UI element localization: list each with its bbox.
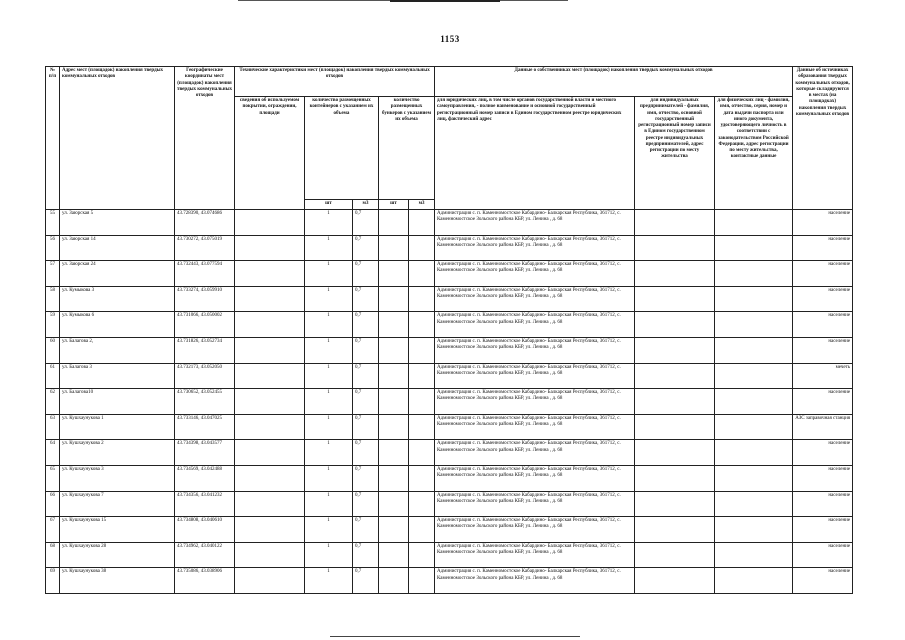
header-row-1: [46, 67, 853, 97]
row-waste-source: население: [793, 568, 853, 594]
row-bunker-volume: [409, 465, 435, 491]
row-entrepreneur: [635, 517, 715, 543]
header-tech: Технические характеристики мест (площадок) накопления твердых коммунальных отходов: [235, 67, 435, 97]
row-address: ул. Балагова 3: [60, 363, 175, 389]
row-coverage: [235, 363, 305, 389]
header-individuals: для физических лиц - фамилия, имя, отчество, серия, номер и дата выдачи паспорта или иного документа, удостоверяющего личность в соответствии с законодательством Российской Федерации, адрес регистрации по месту жительства, контактные данные: [715, 97, 793, 210]
row-entrepreneur: [635, 210, 715, 236]
row-bunker-count: [379, 261, 409, 287]
header-address: Адрес мест (площадок) накопления твердых коммунальных отходов: [60, 67, 175, 210]
row-coordinates: 43.734398, 43.043577: [175, 440, 235, 466]
page-number: 1153: [440, 34, 460, 44]
row-container-count: 1: [305, 363, 353, 389]
row-coverage: [235, 389, 305, 415]
row-coordinates: 43.730652, 43.052455: [175, 389, 235, 415]
row-legal-owner: Администрация с. п. Каменномостское Кабардино- Балкарская Республика, 361712, с. Каменномостское Зольского района КБР, ул. Ленина , д. 68: [435, 261, 635, 287]
row-bunker-volume: [409, 440, 435, 466]
row-waste-source: население: [793, 210, 853, 236]
header-bunkers: количество размещенных бункеров с указанием их объема: [379, 97, 435, 200]
table-row: [46, 235, 853, 261]
row-coordinates: 43.731826, 43.052734: [175, 337, 235, 363]
row-bunker-count: [379, 337, 409, 363]
row-number: 58: [46, 286, 60, 312]
row-coverage: [235, 235, 305, 261]
row-individual: [715, 312, 793, 338]
row-container-count: 1: [305, 261, 353, 287]
row-bunker-volume: [409, 568, 435, 594]
table-row: [46, 337, 853, 363]
row-entrepreneur: [635, 465, 715, 491]
row-bunker-count: [379, 517, 409, 543]
row-legal-owner: Администрация с. п. Каменномостское Кабардино- Балкарская Республика, 361712, с. Каменномостское Зольского района КБР, ул. Ленина , д. 68: [435, 363, 635, 389]
table-row: [46, 517, 853, 543]
row-container-count: 1: [305, 491, 353, 517]
row-waste-source: население: [793, 465, 853, 491]
row-coverage: [235, 414, 305, 440]
row-address: ул. Кумыкова 6: [60, 312, 175, 338]
row-container-count: 1: [305, 440, 353, 466]
row-entrepreneur: [635, 491, 715, 517]
row-container-volume: 0,7: [353, 491, 379, 517]
table-row: [46, 440, 853, 466]
row-coverage: [235, 517, 305, 543]
row-entrepreneur: [635, 261, 715, 287]
row-legal-owner: Администрация с. п. Каменномостское Кабардино- Балкарская Республика, 361712, с. Каменномостское Зольского района КБР, ул. Ленина , д. 68: [435, 542, 635, 568]
header-legal: для юридических лиц, в том числе органов государственной власти и местного самоуправления, - полное наименование и основной государственный регистрационный номер записи в Едином государственном реестре юридических лиц, фактический адрес: [435, 97, 635, 210]
row-waste-source: население: [793, 389, 853, 415]
row-individual: [715, 542, 793, 568]
row-entrepreneur: [635, 440, 715, 466]
row-legal-owner: Администрация с. п. Каменномостское Кабардино- Балкарская Республика, 361712, с. Каменномостское Зольского района КБР, ул. Ленина , д. 68: [435, 517, 635, 543]
row-bunker-count: [379, 312, 409, 338]
row-number: 68: [46, 542, 60, 568]
row-address: ул. Заюрская 14: [60, 235, 175, 261]
row-coordinates: 43.728390, 43.074686: [175, 210, 235, 236]
row-coordinates: 43.734356, 43.041232: [175, 491, 235, 517]
row-waste-source: АЗС заправочная станция: [793, 414, 853, 440]
row-number: 63: [46, 414, 60, 440]
row-coverage: [235, 312, 305, 338]
row-bunker-count: [379, 414, 409, 440]
row-coverage: [235, 337, 305, 363]
row-waste-source: население: [793, 235, 853, 261]
row-container-volume: 0,7: [353, 337, 379, 363]
row-container-count: 1: [305, 414, 353, 440]
row-coverage: [235, 261, 305, 287]
row-entrepreneur: [635, 286, 715, 312]
header-num: № п/п: [46, 67, 60, 210]
row-individual: [715, 286, 793, 312]
table-row: [46, 542, 853, 568]
row-address: ул. Заюрская 5: [60, 210, 175, 236]
row-container-volume: 0,7: [353, 517, 379, 543]
row-bunker-count: [379, 465, 409, 491]
row-entrepreneur: [635, 235, 715, 261]
row-coverage: [235, 568, 305, 594]
row-coordinates: 43.735086, 43.038906: [175, 568, 235, 594]
row-number: 64: [46, 440, 60, 466]
row-container-count: 1: [305, 542, 353, 568]
row-bunker-volume: [409, 286, 435, 312]
row-legal-owner: Администрация с. п. Каменномостское Кабардино- Балкарская Республика, 361712, с. Каменномостское Зольского района КБР, ул. Ленина , д. 68: [435, 491, 635, 517]
bottom-border-line: [330, 636, 580, 637]
row-legal-owner: Администрация с. п. Каменномостское Кабардино- Балкарская Республика, 361712, с. Каменномостское Зольского района КБР, ул. Ленина , д. 68: [435, 210, 635, 236]
row-individual: [715, 337, 793, 363]
row-address: ул. Кушхаунукова 38: [60, 568, 175, 594]
row-number: 69: [46, 568, 60, 594]
row-bunker-count: [379, 440, 409, 466]
row-address: ул. Кумыкова 3: [60, 286, 175, 312]
row-waste-source: население: [793, 542, 853, 568]
row-container-count: 1: [305, 210, 353, 236]
row-bunker-count: [379, 210, 409, 236]
row-waste-source: население: [793, 517, 853, 543]
row-individual: [715, 465, 793, 491]
row-coordinates: 43.732173, 43.052050: [175, 363, 235, 389]
row-individual: [715, 235, 793, 261]
row-coordinates: 43.733146, 43.047025: [175, 414, 235, 440]
row-legal-owner: Администрация с. п. Каменномостское Кабардино- Балкарская Республика, 361712, с. Каменномостское Зольского района КБР, ул. Ленина , д. 68: [435, 337, 635, 363]
waste-sites-register-table: [45, 66, 853, 594]
row-legal-owner: Администрация с. п. Каменномостское Кабардино- Балкарская Республика, 361712, с. Каменномостское Зольского района КБР, ул. Ленина , д. 68: [435, 312, 635, 338]
table-row: [46, 261, 853, 287]
header-coverage: сведения об используемом покрытии, ограждении, площади: [235, 97, 305, 210]
row-address: ул. Заюрская 24: [60, 261, 175, 287]
row-container-volume: 0,7: [353, 389, 379, 415]
row-address: ул. Кушхаунукова 2: [60, 440, 175, 466]
row-number: 62: [46, 389, 60, 415]
row-container-volume: 0,7: [353, 210, 379, 236]
row-container-volume: 0,7: [353, 414, 379, 440]
row-container-count: 1: [305, 312, 353, 338]
unit-pcs-bunker: шт: [379, 200, 409, 210]
row-coverage: [235, 465, 305, 491]
row-bunker-count: [379, 568, 409, 594]
row-address: ул. Кушхаунукова 15: [60, 517, 175, 543]
row-container-count: 1: [305, 465, 353, 491]
row-container-count: 1: [305, 517, 353, 543]
row-coordinates: 43.734962, 43.040122: [175, 542, 235, 568]
table-row: [46, 568, 853, 594]
row-number: 55: [46, 210, 60, 236]
row-bunker-volume: [409, 542, 435, 568]
row-waste-source: население: [793, 491, 853, 517]
row-coverage: [235, 491, 305, 517]
row-waste-source: население: [793, 286, 853, 312]
row-container-count: 1: [305, 568, 353, 594]
row-address: ул. Балагова10: [60, 389, 175, 415]
row-bunker-count: [379, 389, 409, 415]
row-container-volume: 0,7: [353, 542, 379, 568]
row-bunker-count: [379, 235, 409, 261]
row-coverage: [235, 542, 305, 568]
row-bunker-count: [379, 286, 409, 312]
row-coordinates: 43.731066, 43.050002: [175, 312, 235, 338]
row-bunker-volume: [409, 312, 435, 338]
row-address: ул. Кушхаунукова 28: [60, 542, 175, 568]
row-address: ул. Балагова 2,: [60, 337, 175, 363]
table-row: [46, 414, 853, 440]
table-row: [46, 312, 853, 338]
row-coordinates: 43.733274, 43.059910: [175, 286, 235, 312]
row-legal-owner: Администрация с. п. Каменномостское Кабардино- Балкарская Республика, 361712, с. Каменномостское Зольского района КБР, ул. Ленина , д. 68: [435, 286, 635, 312]
row-coverage: [235, 440, 305, 466]
row-entrepreneur: [635, 542, 715, 568]
row-entrepreneur: [635, 312, 715, 338]
top-border-thick: [390, 0, 500, 2]
row-number: 59: [46, 312, 60, 338]
header-geo: Географические координаты мест (площадок) накопления твердых коммунальных отходов: [175, 67, 235, 210]
header-entrepreneurs: для индивидуальных предпринимателей - фамилия, имя, отчество, основной государственный регистрационный номер записи в Едином государственном реестре индивидуальных предпринимателей, адрес регистрации по месту жительства: [635, 97, 715, 210]
row-container-volume: 0,7: [353, 465, 379, 491]
row-bunker-volume: [409, 210, 435, 236]
row-bunker-volume: [409, 414, 435, 440]
row-individual: [715, 517, 793, 543]
row-number: 60: [46, 337, 60, 363]
unit-pcs: шт: [305, 200, 353, 210]
row-individual: [715, 568, 793, 594]
row-waste-source: население: [793, 440, 853, 466]
row-coordinates: 43.732443, 43.077594: [175, 261, 235, 287]
row-bunker-volume: [409, 517, 435, 543]
row-bunker-volume: [409, 235, 435, 261]
row-number: 57: [46, 261, 60, 287]
row-individual: [715, 440, 793, 466]
row-container-volume: 0,7: [353, 568, 379, 594]
row-bunker-volume: [409, 363, 435, 389]
row-bunker-volume: [409, 261, 435, 287]
row-legal-owner: Администрация с. п. Каменномостское Кабардино- Балкарская Республика, 361712, с. Каменномостское Зольского района КБР, ул. Ленина , д. 68: [435, 568, 635, 594]
row-individual: [715, 414, 793, 440]
row-container-volume: 0,7: [353, 286, 379, 312]
header-sources: Данные об источниках образования твердых коммунальных отходов, которые складируются в местах (на площадках) накопления твердых коммунальных отходов: [793, 67, 853, 210]
row-number: 56: [46, 235, 60, 261]
row-number: 61: [46, 363, 60, 389]
row-entrepreneur: [635, 568, 715, 594]
row-bunker-count: [379, 542, 409, 568]
header-containers: количество размещенных контейнеров с указанием их объема: [305, 97, 379, 200]
row-container-volume: 0,7: [353, 440, 379, 466]
unit-m3-bunker: м3: [409, 200, 435, 210]
row-container-volume: 0,7: [353, 363, 379, 389]
row-waste-source: население: [793, 337, 853, 363]
row-waste-source: население: [793, 261, 853, 287]
table-row: [46, 491, 853, 517]
table-row: [46, 286, 853, 312]
row-bunker-volume: [409, 389, 435, 415]
row-container-count: 1: [305, 337, 353, 363]
row-entrepreneur: [635, 363, 715, 389]
table-row: [46, 389, 853, 415]
row-container-volume: 0,7: [353, 235, 379, 261]
row-coordinates: 43.734569, 43.042488: [175, 465, 235, 491]
row-coordinates: 43.734808, 43.040610: [175, 517, 235, 543]
row-individual: [715, 363, 793, 389]
row-coverage: [235, 286, 305, 312]
row-coordinates: 43.730272, 43.075019: [175, 235, 235, 261]
row-entrepreneur: [635, 414, 715, 440]
row-address: ул. Кушхаунукова 7: [60, 491, 175, 517]
row-individual: [715, 210, 793, 236]
row-entrepreneur: [635, 337, 715, 363]
row-legal-owner: Администрация с. п. Каменномостское Кабардино- Балкарская Республика, 361712, с. Каменномостское Зольского района КБР, ул. Ленина , д. 68: [435, 235, 635, 261]
row-waste-source: население: [793, 312, 853, 338]
row-entrepreneur: [635, 389, 715, 415]
unit-m3: м3: [353, 200, 379, 210]
row-waste-source: мечеть: [793, 363, 853, 389]
row-address: ул. Кушхаунукова 1: [60, 414, 175, 440]
row-bunker-volume: [409, 337, 435, 363]
row-container-count: 1: [305, 389, 353, 415]
row-legal-owner: Администрация с. п. Каменномостское Кабардино- Балкарская Республика, 361712, с. Каменномостское Зольского района КБР, ул. Ленина , д. 68: [435, 389, 635, 415]
row-bunker-count: [379, 363, 409, 389]
row-legal-owner: Администрация с. п. Каменномостское Кабардино- Балкарская Республика, 361712, с. Каменномостское Зольского района КБР, ул. Ленина , д. 68: [435, 414, 635, 440]
row-individual: [715, 389, 793, 415]
row-container-count: 1: [305, 286, 353, 312]
row-individual: [715, 491, 793, 517]
row-address: ул. Кушхаунукова 3: [60, 465, 175, 491]
table-row: [46, 210, 853, 236]
row-legal-owner: Администрация с. п. Каменномостское Кабардино- Балкарская Республика, 361712, с. Каменномостское Зольского района КБР, ул. Ленина , д. 68: [435, 465, 635, 491]
row-container-volume: 0,7: [353, 312, 379, 338]
row-bunker-volume: [409, 491, 435, 517]
row-legal-owner: Администрация с. п. Каменномостское Кабардино- Балкарская Республика, 361712, с. Каменномостское Зольского района КБР, ул. Ленина , д. 68: [435, 440, 635, 466]
row-bunker-count: [379, 491, 409, 517]
row-coverage: [235, 210, 305, 236]
row-container-volume: 0,7: [353, 261, 379, 287]
row-number: 66: [46, 491, 60, 517]
row-number: 65: [46, 465, 60, 491]
header-owners: Данные о собственниках мест (площадок) накопления твердых коммунальных отходов: [435, 67, 793, 97]
table-row: [46, 363, 853, 389]
table-row: [46, 465, 853, 491]
row-individual: [715, 261, 793, 287]
row-number: 67: [46, 517, 60, 543]
row-container-count: 1: [305, 235, 353, 261]
